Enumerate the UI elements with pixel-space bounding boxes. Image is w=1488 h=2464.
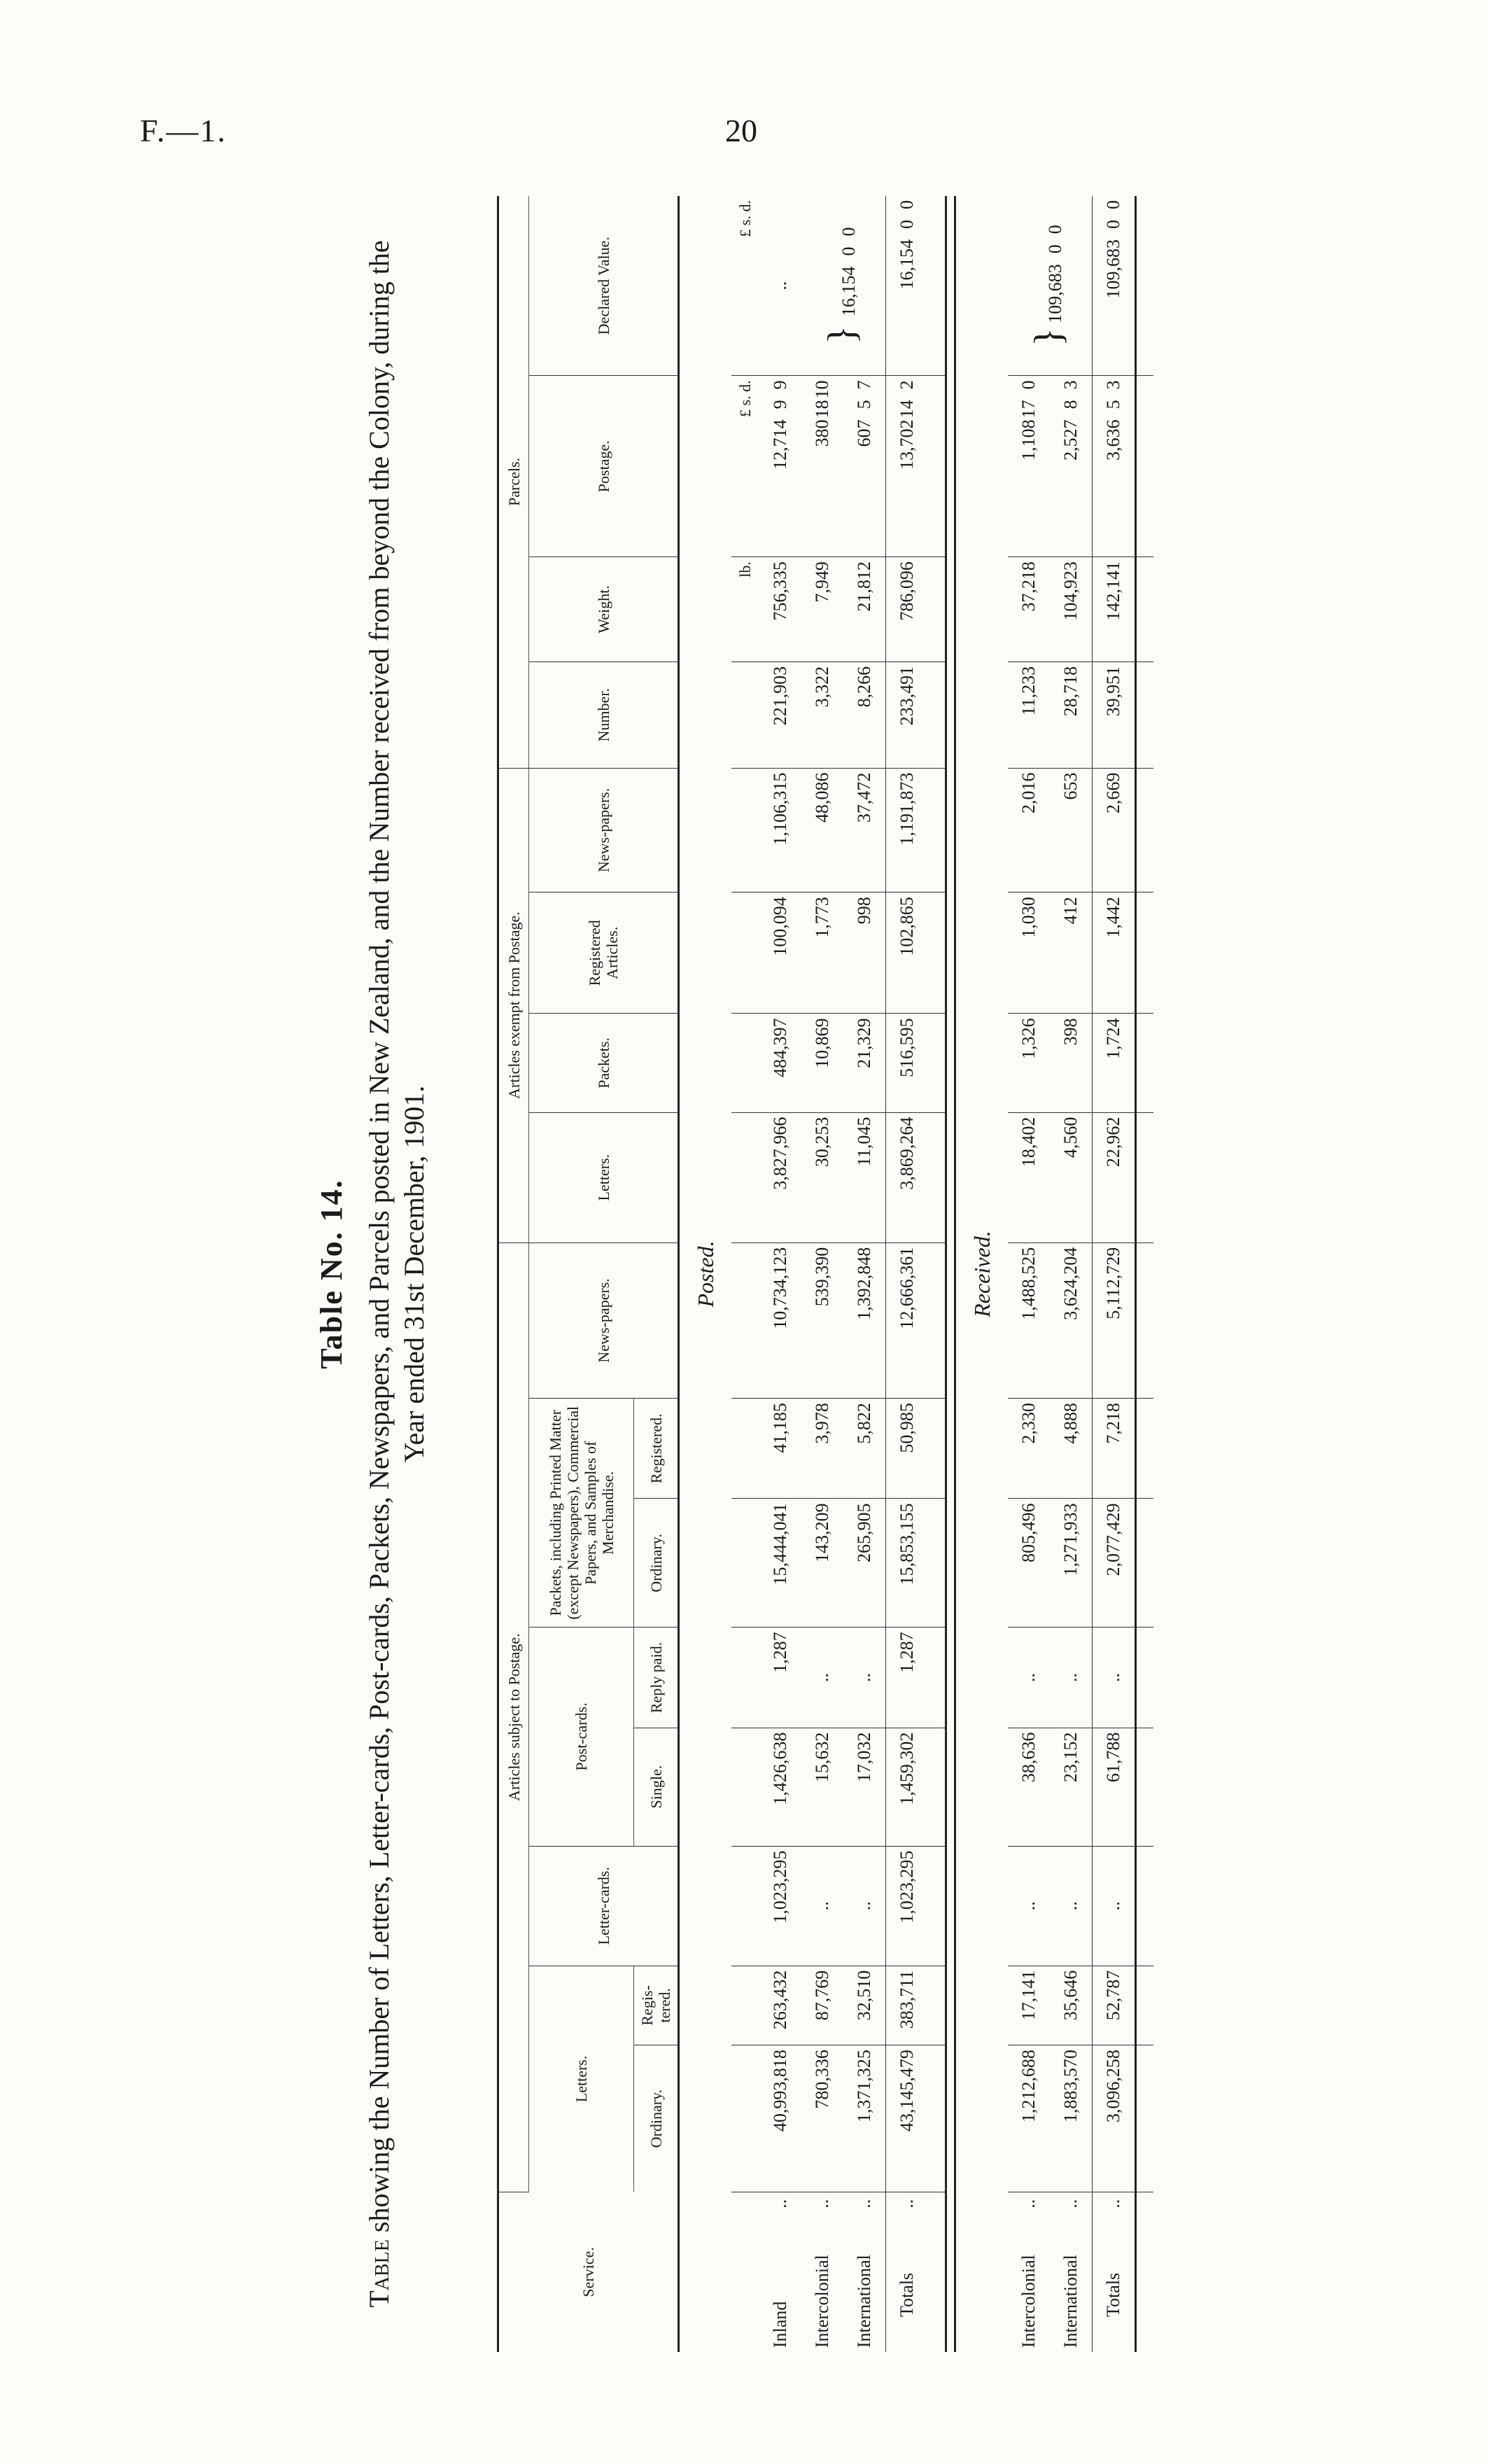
cell-pc-reply: 1,287 [886,1628,929,1728]
table-number: Table No. 14. [314,1179,349,1369]
header-letters-ordinary: Ordinary. [634,2045,679,2192]
cell-pc-reply: 1,287 [759,1628,801,1728]
cell-ex-letters: 18,402 [1008,1112,1050,1242]
cell-pk-ord: 15,853,155 [886,1499,929,1628]
units-cell [731,1846,759,1966]
cell-p-weight: 37,218 [1008,557,1050,662]
units-row [731,196,759,2352]
postage-pounds: 380 [812,419,832,447]
declared [838,227,859,321]
gap-cell [1136,376,1154,557]
cell-ex-packets: 1,724 [1093,1014,1136,1112]
cell-pc-single: 1,426,638 [759,1728,801,1846]
received-row [1008,196,1050,2352]
cell-parcel-postage [1093,376,1136,557]
cell-ex-packets: 21,329 [843,1014,886,1112]
gap-cell [928,1399,946,1499]
declared-pence: 0 [897,200,917,209]
cell-pk-ord: 2,077,429 [1093,1499,1136,1628]
gap-cell [1136,892,1154,1014]
leader-dots: .. [854,2199,874,2208]
posted-section-label: Posted. [692,1240,718,1308]
gap-cell [928,662,946,768]
cell-pc-single: 15,632 [801,1728,843,1846]
postage-pounds: 13,702 [897,419,917,470]
cell-newspapers: 12,666,361 [886,1242,929,1398]
cell-parcel-postage [843,376,886,557]
leader-dots: .. [1103,2199,1123,2208]
service-label: Totals [897,2272,917,2317]
gap-cell [1136,1014,1154,1112]
units-cell [731,1399,759,1499]
cell-ex-packets: 10,869 [801,1014,843,1112]
cell-lt-reg: 263,432 [759,1966,801,2045]
postage [1103,380,1124,474]
service-label: Inland [770,2301,790,2348]
units-cell [731,1112,759,1242]
table-caption [362,189,432,2359]
gap-cell [928,1628,946,1728]
postage [770,380,791,474]
cell-pc-single: 38,636 [1008,1728,1050,1846]
declared-pence: 0 [1103,200,1123,209]
gap-cell [928,1242,946,1398]
cell-p-weight: 756,335 [759,557,801,662]
service-label: International [1060,2255,1081,2348]
service-name [759,2192,801,2352]
postage-pounds: 3,636 [1103,419,1123,461]
service-label: Totals [1103,2272,1123,2317]
gap-cell [1136,768,1154,892]
cell-declared-value-merged [1008,196,1093,376]
row-gap [928,196,946,2352]
cell-ex-letters: 22,962 [1093,1112,1136,1242]
header-subject-to-postage: Articles subject to Postage. [498,1242,529,2192]
cell-letter-cards: .. [1093,1846,1136,1966]
header-parcels: Parcels. [498,196,529,768]
gap-cell [928,892,946,1014]
gap-cell [928,768,946,892]
cell-pk-ord: 143,209 [801,1499,843,1628]
cell-p-number: 11,233 [1008,662,1050,768]
cell-lt-ord: 1,212,688 [1008,2045,1050,2192]
gap-cell [1136,2192,1154,2352]
leader-dots: .. [1060,2199,1081,2208]
received-section-row [955,196,1009,2352]
posted-row [759,196,801,2352]
postage-pence: 7 [854,380,874,390]
cell-newspapers: 1,488,525 [1008,1242,1050,1398]
postage-shillings: 14 [897,400,917,419]
cell-p-weight: 142,141 [1093,557,1136,662]
units-cell: £ s. d. [731,376,759,557]
postage-pence: 2 [897,380,917,390]
gap-cell [1136,1399,1154,1499]
cell-p-weight: 104,923 [1050,557,1093,662]
service-name [801,2192,843,2352]
cell-declared-value-merged [801,196,886,376]
leader-dots: .. [812,2199,832,2208]
gap-cell [1136,1966,1154,2045]
page-header [0,105,1488,161]
units-cell: lb. [731,557,759,662]
brace-glyph: } [1026,328,1070,347]
cell-p-number: 3,322 [801,662,843,768]
cell-ex-letters: 11,045 [843,1112,886,1242]
cell-lt-reg: 17,141 [1008,1966,1050,2045]
header-postcards-reply-paid: Reply paid. [634,1628,679,1728]
postage-pence: 3 [1103,380,1123,390]
service-name [1093,2192,1136,2352]
cell-ex-registered: 412 [1050,892,1093,1014]
header-letters-registered: Regis-tered. [634,1966,679,2045]
cell-letter-cards: 1,023,295 [886,1846,929,1966]
cell-p-number: 221,903 [759,662,801,768]
cell-pk-reg: 3,978 [801,1399,843,1499]
gap-cell [928,2192,946,2352]
declared-pounds: 16,154 [838,266,859,316]
gap-cell [1136,1112,1154,1242]
cell-letter-cards: .. [1050,1846,1093,1966]
double-rule [946,196,955,2352]
cell-letter-cards: .. [843,1846,886,1966]
cell-ex-registered: 998 [843,892,886,1014]
cell-ex-packets: 484,397 [759,1014,801,1112]
cell-newspapers: 3,624,204 [1050,1242,1093,1398]
cell-lt-reg: 87,769 [801,1966,843,2045]
gap-cell [928,2045,946,2192]
cell-lt-ord: 1,371,325 [843,2045,886,2192]
cell-newspapers: 5,112,729 [1093,1242,1136,1398]
cell-p-weight: 21,812 [843,557,886,662]
cell-ex-letters: 30,253 [801,1112,843,1242]
cell-lt-reg: 35,646 [1050,1966,1093,2045]
postage-pounds: 2,527 [1060,419,1081,461]
cell-parcel-postage [801,376,843,557]
gap-cell [928,376,946,557]
table-body [679,196,1154,2352]
cell-pk-reg: 50,985 [886,1399,929,1499]
header-exempt-letters: Letters. [529,1112,679,1242]
gap-cell [928,1499,946,1628]
service-label: Intercolonial [1018,2255,1039,2348]
postage-pence: 0 [1018,380,1039,390]
declared-shillings: 0 [1103,220,1123,229]
header-exempt-newspapers: News-papers. [529,768,679,892]
postage-pence: 3 [1060,380,1081,390]
service-name [886,2192,929,2352]
cell-pk-ord: 805,496 [1008,1499,1050,1628]
posted-row [801,196,843,2352]
posted-row [843,196,886,2352]
declared-shillings: 0 [897,220,917,229]
cell-letter-cards: .. [801,1846,843,1966]
cell-ex-newspapers: 2,669 [1093,768,1136,892]
gap-cell [1136,662,1154,768]
cell-p-weight: 786,096 [886,557,929,662]
received-row [1050,196,1093,2352]
cell-pk-ord: 1,271,933 [1050,1499,1093,1628]
cell-pc-reply: .. [1093,1628,1136,1728]
gap-cell [1136,1242,1154,1398]
cell-ex-registered: 102,865 [886,892,929,1014]
cell-ex-newspapers: 1,191,873 [886,768,929,892]
declared [1045,225,1066,323]
leader-dots: .. [770,2199,790,2208]
declared-pence: 0 [1044,225,1065,234]
cell-ex-registered: 1,442 [1093,892,1136,1014]
row-gap [1136,196,1154,2352]
units-cell [731,1499,759,1628]
cell-lt-ord: 1,883,570 [1050,2045,1093,2192]
gap-cell [1136,1628,1154,1728]
gap-cell [1136,196,1154,376]
units-cell [731,2045,759,2192]
service-name [1008,2192,1050,2352]
header-letter-cards: Letter-cards. [529,1846,679,1966]
postage-shillings: 5 [1103,400,1123,410]
cell-pc-reply: .. [1008,1628,1050,1728]
cell-pc-single: 61,788 [1093,1728,1136,1846]
postage-pounds: 1,108 [1018,419,1039,461]
units-cell: £ s. d. [731,196,759,376]
postage-shillings: 17 [1018,400,1039,419]
header-packets-registered: Registered. [634,1399,679,1499]
gap-cell [928,557,946,662]
cell-pc-reply: .. [801,1628,843,1728]
cell-p-number: 28,718 [1050,662,1093,768]
cell-pk-ord: 15,444,041 [759,1499,801,1628]
units-cell [731,1014,759,1112]
cell-pk-reg: 5,822 [843,1399,886,1499]
gap-cell [1136,2045,1154,2192]
header-postcards-single: Single. [634,1728,679,1846]
header-declared-value: Declared Value. [529,196,679,376]
leader-dots: .. [897,2199,917,2208]
gap-cell [928,1728,946,1846]
caption-lead: Table [363,2239,395,2308]
cell-ex-letters: 3,827,966 [759,1112,801,1242]
cell-newspapers: 539,390 [801,1242,843,1398]
cell-p-number: 233,491 [886,662,929,768]
declared [1103,200,1124,299]
double-rule-row [946,196,955,2352]
header-service: Service. [498,2192,679,2352]
header-packets: Packets, including Printed Matter (except Newspapers), Commercial Papers, and Samples of Merchandise. [529,1399,634,1628]
postage [1018,380,1039,474]
declared-pence: 0 [838,227,859,237]
cell-parcel-postage [759,376,801,557]
table-title-block [308,189,490,2359]
header-parcels-weight: Weight. [529,557,679,662]
units-cell [731,1628,759,1728]
cell-ex-newspapers: 653 [1050,768,1093,892]
postage-pence: 10 [812,380,832,399]
gap-cell [928,1966,946,2045]
cell-parcel-postage [1008,376,1050,557]
cell-ex-letters: 4,560 [1050,1112,1093,1242]
page-number: 20 [725,113,757,148]
units-cell [731,1966,759,2045]
units-cell [731,768,759,892]
cell-newspapers: 1,392,848 [843,1242,886,1398]
header-newspapers: News-papers. [529,1242,679,1398]
cell-pk-reg: 41,185 [759,1399,801,1499]
cell-p-weight: 7,949 [801,557,843,662]
cell-ex-registered: 1,030 [1008,892,1050,1014]
header-parcels-postage: Postage. [529,376,679,557]
rotated-table-page [308,189,1232,2359]
header-post-cards: Post-cards. [529,1628,634,1846]
declared-pounds: 109,683 [1044,264,1065,323]
cell-ex-letters: 3,869,264 [886,1112,929,1242]
cell-parcel-postage [1050,376,1093,557]
cell-declared-value [886,196,929,376]
header-registered-articles: Registered Articles. [529,892,679,1014]
header-packets-ordinary: Ordinary. [634,1499,679,1628]
postage-shillings: 9 [770,400,790,410]
postage-pounds: 607 [854,419,874,447]
gap-cell [1136,557,1154,662]
postage-shillings: 5 [854,400,874,410]
header-letters: Letters. [529,1966,634,2192]
cell-lt-reg: 52,787 [1093,1966,1136,2045]
cell-pk-reg: 2,330 [1008,1399,1050,1499]
gap-cell [1136,1728,1154,1846]
units-cell [731,1728,759,1846]
cell-lt-reg: 32,510 [843,1966,886,2045]
gap-cell [928,1112,946,1242]
cell-ex-packets: 1,326 [1008,1014,1050,1112]
received-row [1093,196,1136,2352]
cell-letter-cards: 1,023,295 [759,1846,801,1966]
cell-ex-packets: 516,595 [886,1014,929,1112]
declared-pounds: 16,154 [897,239,917,290]
postage [897,380,918,474]
cell-newspapers: 10,734,123 [759,1242,801,1398]
postage [812,380,833,474]
units-cell [731,2192,759,2352]
postage [1060,380,1081,474]
cell-pc-reply: .. [843,1628,886,1728]
posted-row [886,196,929,2352]
declared [897,200,918,294]
cell-ex-newspapers: 1,106,315 [759,768,801,892]
cell-declared-value: .. [759,196,801,376]
service-name [843,2192,886,2352]
parliamentary-paper-ref: F.—1. [140,113,227,148]
cell-pc-single: 17,032 [843,1728,886,1846]
service-label: International [854,2255,874,2348]
postage-shillings: 18 [812,400,832,419]
cell-ex-registered: 1,773 [801,892,843,1014]
received-section-label: Received. [969,1231,995,1317]
gap-cell [1136,1499,1154,1628]
cell-p-number: 8,266 [843,662,886,768]
cell-lt-ord: 780,336 [801,2045,843,2192]
postage-pounds: 12,714 [770,419,790,470]
cell-ex-newspapers: 48,086 [801,768,843,892]
caption-text: showing the Number of Letters, Letter-cards, Post-cards, Packets, Newspapers, and Parcels posted in New Zealand, and the Number received from beyond the Colony, during the Year ended 31st December, 1901. [363,240,430,2233]
header-exempt-from-postage: Articles exempt from Postage. [498,768,529,1242]
cell-pc-single: 23,152 [1050,1728,1093,1846]
gap-cell [1136,1846,1154,1966]
declared-pounds: 109,683 [1103,239,1123,299]
cell-pk-reg: 4,888 [1050,1399,1093,1499]
header-parcels-number: Number. [529,662,679,768]
gap-cell [928,1014,946,1112]
declared-shillings: 0 [1044,244,1065,254]
cell-ex-registered: 100,094 [759,892,801,1014]
cell-letter-cards: .. [1008,1846,1050,1966]
leader-dots: .. [1018,2199,1039,2208]
units-cell [731,662,759,768]
cell-lt-ord: 40,993,818 [759,2045,801,2192]
postage-shillings: 8 [1060,400,1081,410]
cell-p-number: 39,951 [1093,662,1136,768]
cell-lt-reg: 383,711 [886,1966,929,2045]
cell-ex-packets: 398 [1050,1014,1093,1112]
cell-pc-single: 1,459,302 [886,1728,929,1846]
cell-ex-newspapers: 37,472 [843,768,886,892]
service-name [1050,2192,1093,2352]
cell-lt-ord: 43,145,479 [886,2045,929,2192]
postage-pence: 9 [770,380,790,390]
cell-parcel-postage [886,376,929,557]
cell-pc-reply: .. [1050,1628,1093,1728]
posted-section-row [679,196,732,2352]
postage [854,380,875,474]
cell-lt-ord: 3,096,258 [1093,2045,1136,2192]
header-exempt-packets: Packets. [529,1014,679,1112]
cell-pk-ord: 265,905 [843,1499,886,1628]
declared-shillings: 0 [838,246,859,256]
gap-cell [928,196,946,376]
cell-declared-value [1093,196,1136,376]
cell-ex-newspapers: 2,016 [1008,768,1050,892]
cell-pk-reg: 7,218 [1093,1399,1136,1499]
gap-cell [928,1846,946,1966]
units-cell [731,1242,759,1398]
brace-glyph: } [820,325,864,344]
units-cell [731,892,759,1014]
statistics-table [497,196,1153,2352]
service-label: Intercolonial [812,2255,832,2348]
